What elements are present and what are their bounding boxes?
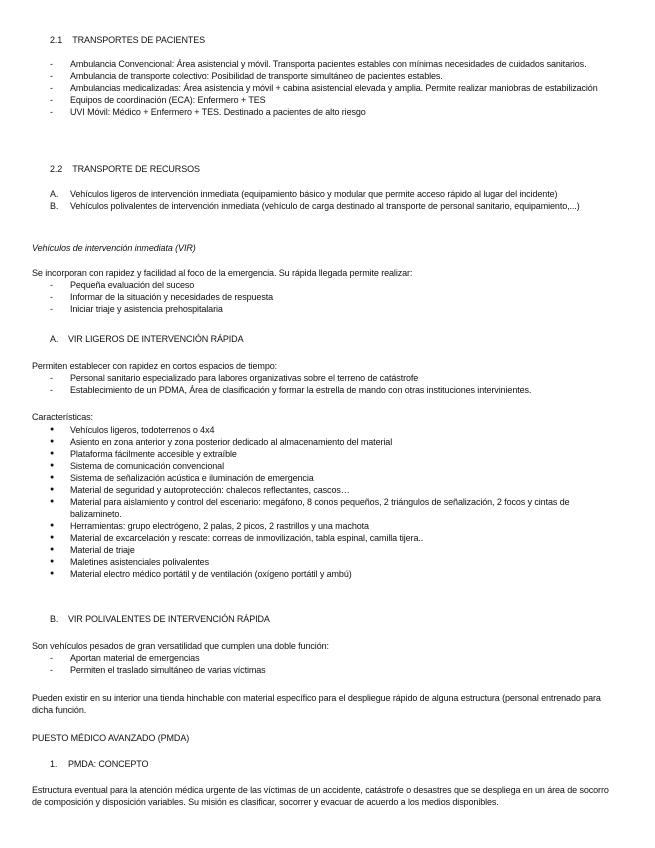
list-item: B. Vehículos polivalentes de intervención inmediata (vehículo de carga destinado al transporte de personal sanitario, equipamiento,...) [50,201,580,211]
vir-title: Vehículos de intervención inmediata (VIR) [32,243,196,253]
characteristics-title: Características: [32,412,93,422]
list-item: ● Herramientas: grupo electrógeno, 2 palas, 2 picos, 2 rastrillos y una machota [50,521,369,531]
list-item: ● Material de triaje [50,545,135,555]
list-item: ● Material para aislamiento y control del escenario: megáfono, 8 conos pequeños, 2 triángulos de señalización, 2 focos y cintas de balizamineto. [50,497,570,519]
list-item: - Permiten el traslado simultáneo de varias víctimas [50,665,266,675]
vir-multi-intro: Son vehículos pesados de gran versatilidad que cumplen una doble función: [32,641,329,651]
list-item: - Informar de la situación y necesidades de respuesta [50,292,274,302]
vir-multi-note: Pueden existir en su interior una tienda hinchable con material específico para el despliegue rápido de alguna estructura (personal entrenado para dicha función. [32,693,601,715]
section-title: TRANSPORTES DE PACIENTES [72,35,206,45]
list-item: - UVI Móvil: Médico + Enfermero + TES. Destinado a pacientes de alto riesgo [50,107,366,117]
pmda-concept-text: Estructura eventual para la atención médica urgente de las víctimas de un accidente, catástrofe o desastres que se despliega en un área de socorro de composición y disposición variables. Su misión es clasificar, socorrer y evacuar de acuerdo a los medios disponibles. [32,785,609,807]
section-title: TRANSPORTE DE RECURSOS [72,164,200,174]
list-item: - Equipos de coordinación (ECA): Enfermero + TES [50,95,266,105]
list-item: - Ambulancias medicalizadas: Área asistencia y móvil + cabina asistencial elevada y amplia. Permite realizar maniobras de estabilización [50,83,598,93]
list-item: - Aportan material de emergencias [50,653,200,663]
vir-multi-list [32,652,615,676]
list-item: - Establecimiento de un PDMA, Área de clasificación y formar la estrella de mando con otras instituciones intervinientes. [50,385,532,395]
list-item: ● Asiento en zona anterior y zona posterior dedicado al almacenamiento del material [50,437,393,447]
list-item: - Ambulancia de transporte colectivo: Posibilidad de transporte simultáneo de pacientes estables. [50,71,443,81]
patient-transport-list [50,58,615,118]
section-number: 2.2 [50,164,63,174]
list-item: ● Material de seguridad y autoprotección: chalecos reflectantes, cascos… [50,485,350,495]
pmda-concept-heading: 1. PMDA: CONCEPTO [50,759,149,769]
list-item: ● Sistema de comunicación convencional [50,461,224,471]
list-item: ● Material de excarcelación y rescate: correas de inmovilización, tabla espinal, camilla tijera.. [50,533,424,543]
section-heading-2-1 [50,34,615,46]
vir-actions-list [32,279,615,315]
list-item: - Iniciar triaje y asistencia prehospitalaria [50,304,223,314]
list-item: ● Plataforma fácilmente accesible y extraíble [50,449,237,459]
vir-light-intro: Permiten establecer con rapidez en cortos espacios de tiempo: [32,361,278,371]
pmda-heading: PUESTO MÉDICO AVANZADO (PMDA) [32,733,190,743]
list-item: - Personal sanitario especializado para labores organizativas sobre el terreno de catástrofe [50,373,419,383]
resource-transport-list [50,188,615,212]
section-number: 2.1 [50,35,63,45]
list-item: A. Vehículos ligeros de intervención inmediata (equipamiento básico y modular que permite acceso rápido al lugar del incidente) [50,189,558,199]
vir-light-heading: A. VIR LIGEROS DE INTERVENCIÓN RÁPIDA [50,334,244,344]
vir-multi-heading: B. VIR POLIVALENTES DE INTERVENCIÓN RÁPIDA [50,614,270,624]
list-item: ● Maletines asistenciales polivalentes [50,557,209,567]
list-item: ● Vehículos ligeros, todoterrenos o 4x4 [50,425,215,435]
list-item: - Pequeña evaluación del suceso [50,280,195,290]
characteristics-list [32,424,615,580]
vir-light-list [32,372,615,396]
list-item: ● Material electro médico portátil y de ventilación (oxígeno portátil y ambú) [50,569,352,579]
vir-intro: Se incorporan con rapidez y facilidad al foco de la emergencia. Su rápida llegada permite realizar: [32,268,413,278]
section-heading-2-2 [50,163,615,175]
list-item: - Ambulancia Convencional: Área asistencial y móvil. Transporta pacientes estables con mínimas necesidades de cuidados sanitarios. [50,59,587,69]
list-item: ● Sistema de señalización acústica e iluminación de emergencia [50,473,314,483]
